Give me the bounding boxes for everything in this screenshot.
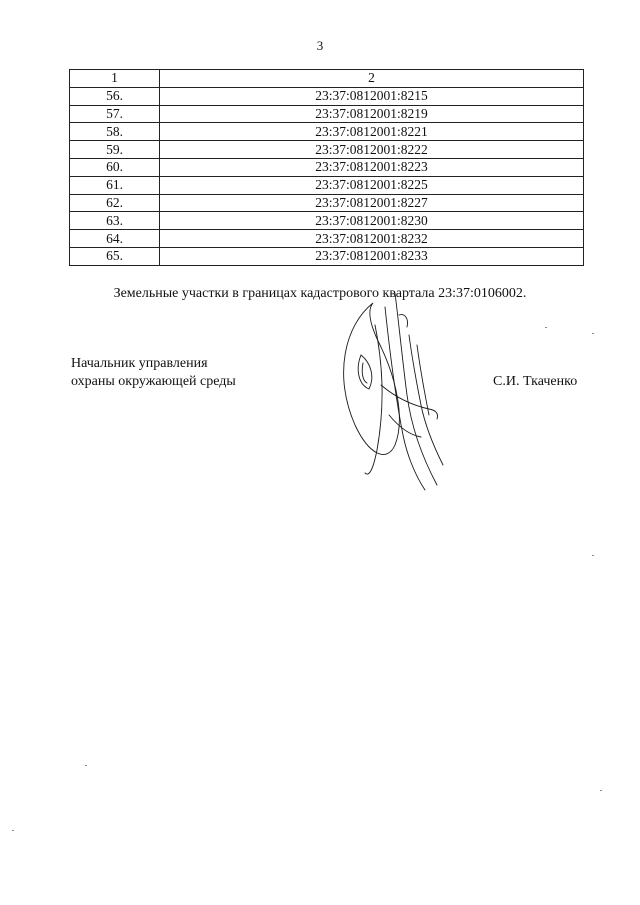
scan-speck	[85, 765, 87, 766]
table-header-row	[70, 70, 584, 88]
scan-speck	[592, 333, 594, 334]
signatory-title	[71, 355, 236, 391]
scan-speck	[12, 830, 14, 831]
table-row	[70, 212, 584, 230]
scan-speck	[545, 327, 547, 328]
row-number-cell: 61.	[70, 176, 160, 194]
row-number-cell: 64.	[70, 230, 160, 248]
handwritten-signature	[325, 285, 465, 505]
signatory-name: С.И. Ткаченко	[493, 374, 578, 389]
cadastral-number-cell: 23:37:0812001:8221	[160, 123, 584, 141]
section-heading: Земельные участки в границах кадастрового квартала 23:37:0106002.	[113, 286, 527, 301]
cadastral-number-cell: 23:37:0812001:8219	[160, 105, 584, 123]
cadastral-number-cell: 23:37:0812001:8227	[160, 194, 584, 212]
row-number-cell: 57.	[70, 105, 160, 123]
cadastral-number-cell: 23:37:0812001:8232	[160, 230, 584, 248]
row-number-cell: 56.	[70, 87, 160, 105]
table-row	[70, 141, 584, 159]
cadastral-table	[69, 69, 584, 266]
column-header-number: 1	[70, 70, 160, 88]
row-number-cell: 65.	[70, 247, 160, 265]
column-header-cadastral-number: 2	[160, 70, 584, 88]
row-number-cell: 62.	[70, 194, 160, 212]
row-number-cell: 63.	[70, 212, 160, 230]
cadastral-number-cell: 23:37:0812001:8222	[160, 141, 584, 159]
cadastral-number-cell: 23:37:0812001:8215	[160, 87, 584, 105]
table-row	[70, 87, 584, 105]
table-row	[70, 176, 584, 194]
cadastral-number-cell: 23:37:0812001:8230	[160, 212, 584, 230]
table-row	[70, 158, 584, 176]
cadastral-number-cell: 23:37:0812001:8233	[160, 247, 584, 265]
page-number: 3	[316, 38, 324, 53]
table-row	[70, 105, 584, 123]
row-number-cell: 58.	[70, 123, 160, 141]
cadastral-number-cell: 23:37:0812001:8223	[160, 158, 584, 176]
table-row	[70, 123, 584, 141]
scan-speck	[592, 555, 594, 556]
table-row	[70, 247, 584, 265]
scan-speck	[600, 790, 602, 791]
signatory-title-line-1: Начальник управления	[71, 356, 208, 371]
table-row	[70, 230, 584, 248]
table-row	[70, 194, 584, 212]
table-body	[70, 87, 584, 265]
cadastral-number-cell: 23:37:0812001:8225	[160, 176, 584, 194]
row-number-cell: 60.	[70, 158, 160, 176]
row-number-cell: 59.	[70, 141, 160, 159]
signatory-title-line-2: охраны окружающей среды	[71, 374, 236, 389]
